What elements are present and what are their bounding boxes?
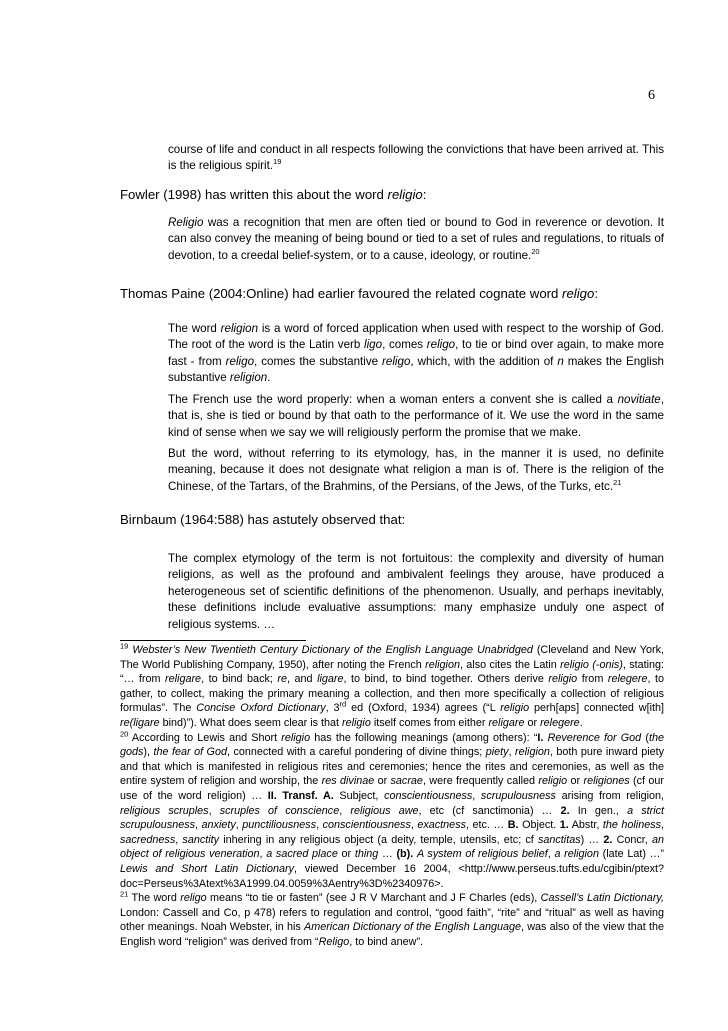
paragraph-paine: Thomas Paine (2004:Online) had earlier favoured the related cognate word religo: <box>120 286 598 301</box>
block-quote-continued: course of life and conduct in all respects following the convictions that have been arrived at. This is the religious spirit.$^{19}$ <box>168 143 664 173</box>
footnote-20: $^{20}$ According to Lewis and Short religio has the following meanings (among others): “I. Reverence for God (the gods), the fear of God, connected with a careful pondering of divine things; piety, religion, both pure inward piety and that which is manifested in religious rites and ceremonies; hence the rites and ceremonies, as well as the entire system of religion and worship, the res divinae or sacrae, were frequently called religio or religiones (cf our use of the word religion) … II. Transf. A. Subject, conscientiousness, scrupulousness arising from religion, religious scruples, scruples of conscience, religious awe, etc (cf sanctimonia) … 2. In gen., a strict scrupulousness, anxiety, punctiliousness, conscientiousness, exactness, etc. … B. Object. 1. Abstr, the holiness, sacredness, sanctity inhering in any religious object (a deity, temple, utensils, etc; cf sanctitas) … 2. Concr, an object of religious veneration, a sacred place or thing … (b). A system of religious belief, a religion (late Lat) …” Lewis and Short Latin Dictionary, viewed December 16 2004, <http://www.perseus.tufts.edu/cgibin/ptext?doc=Perseus%3Atext%3A1999.04.0059%3Aentry%3D%2340976>. <box>120 728 665 890</box>
block-quote-fowler: Religio was a recognition that men are often tied or bound to God in reverence or devotion. It can also convey the meaning of being bound or tied to a set of rules and regulations, to rituals of devotion, to a creedal belief-system, or to a cause, ideology, or routine.$^{20}$ <box>168 216 664 262</box>
block-quote-paine-1: The word religion is a word of forced application when used with respect to the worship of God. The root of the word is the Latin verb ligo, comes religo, to tie or bind over again, to make more fast - from religo, comes the substantive religo, which, with the addition of n makes the English substantive religion. <box>168 322 665 385</box>
paragraph-fowler: Fowler (1998) has written this about the word religio: <box>120 187 427 202</box>
block-quote-paine-3: But the word, without referring to its etymology, has, in the manner it is used, no definite meaning, because it does not designate what religion a man is of. There is the religion of the Chinese, of the Tartars, of the Brahmins, of the Persians, of the Jews, of the Turks, etc.$^{21}$ <box>168 447 664 493</box>
footnote-19: $^{19}$ Webster’s New Twentieth Century Dictionary of the English Language Unabridged (Cleveland and New York, The World Publishing Company, 1950), after noting the French religion, also cites the Latin religio (-onis), stating: “… from religare, to bind back; re, and ligare, to bind, to bind together. Others derive religio from relegere, to gather, to collect, making the primary meaning a collection, and then more specifically a collection of religious formulas”. The Concise Oxford Dictionary, 3rd ed (Oxford, 1934) agrees (“L religio perh[aps] connected w[ith] re(ligare bind)”). What does seem clear is that religio itself comes from either religare or relegere. <box>120 641 665 729</box>
footnote-21: $^{21}$ The word religo means “to tie or fasten” (see J R V Marchant and J F Charles (eds), Cassell’s Latin Dictionary, London: Cassell and Co, p 478) refers to regulation and control, “good faith”, “rite” and “ritual” as well as having other meanings. Noah Webster, in his American Dictionary of the English Language, was also of the view that the English word “religion” was derived from “Religo, to bind anew”. <box>120 889 665 948</box>
block-quote-paine-2: The French use the word properly: when a woman enters a convent she is called a novitiate, that is, she is tied or bound by that oath to the performance of it. We use the word in the same kind of sense when we say we will religiously perform the promise that we make. <box>168 393 664 439</box>
paragraph-birnbaum: Birnbaum (1964:588) has astutely observed that: <box>120 512 406 527</box>
block-quote-birnbaum: The complex etymology of the term is not fortuitous: the complexity and diversity of human religions, as well as the profound and ambivalent feelings they arouse, have produced a heterogeneous set of scientific definitions of the phenomenon. Usually, and perhaps inevitably, these definitions include evaluative assumptions: many emphasize unduly one aspect of religious systems. … <box>168 552 664 631</box>
footnote-separator <box>120 640 306 641</box>
footnotes <box>120 643 664 949</box>
page-number: 6 <box>648 88 655 103</box>
